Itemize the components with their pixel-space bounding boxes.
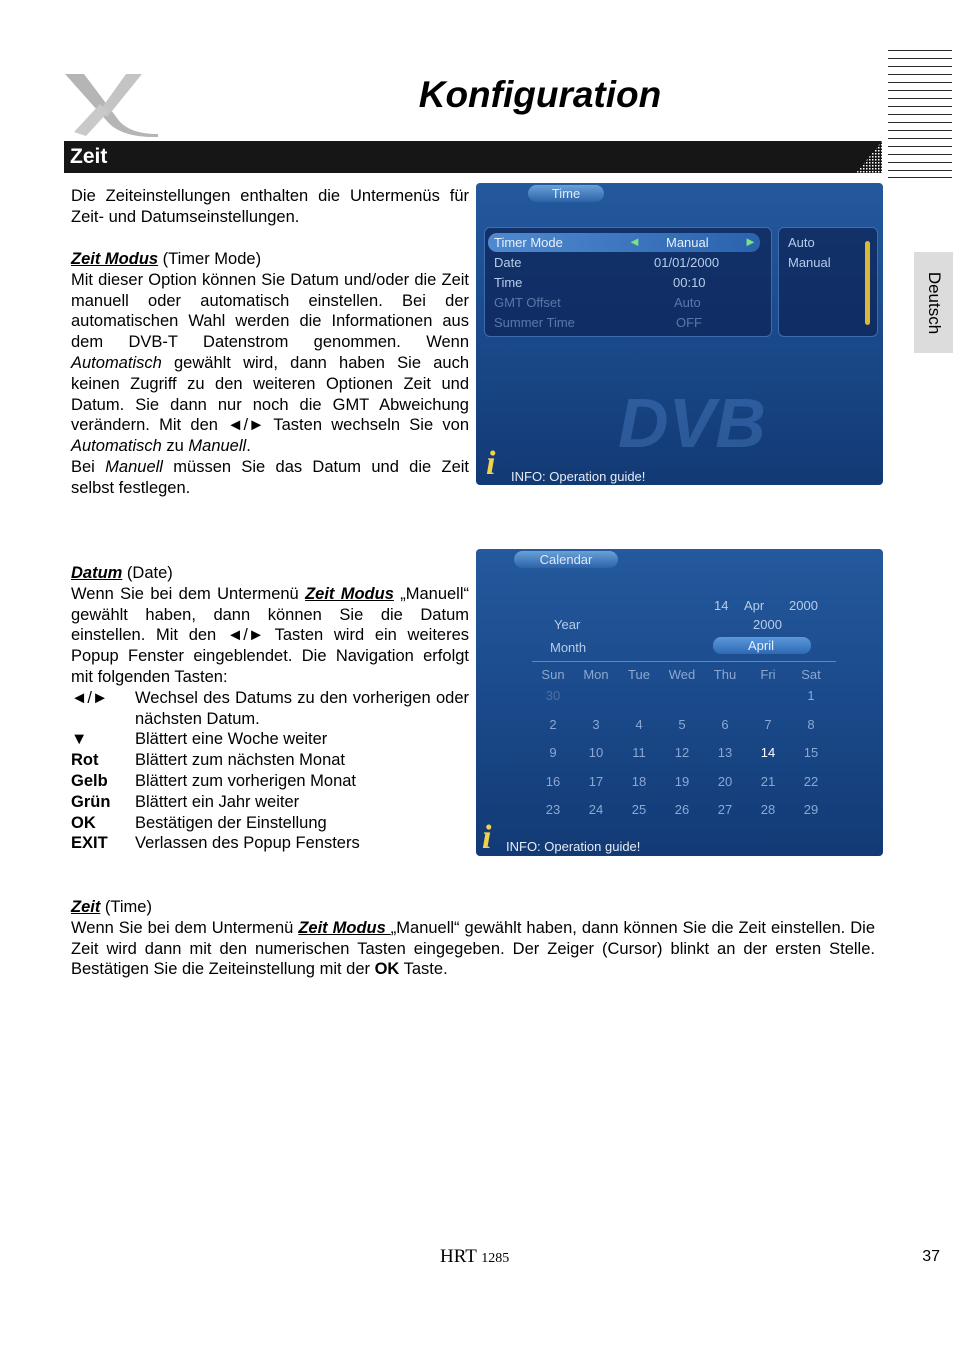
calendar-divider — [532, 661, 836, 662]
key-row-exit: EXIT Verlassen des Popup Fensters — [71, 834, 360, 853]
page-title: Konfiguration — [418, 74, 662, 115]
key-row-gruen: Grün Blättert ein Jahr weiter — [71, 792, 300, 811]
time-tab: Time — [528, 185, 604, 202]
info-text: INFO: Operation guide! — [511, 469, 646, 484]
weekday-header: Mon — [583, 667, 609, 682]
brand-name: HRT — [440, 1246, 477, 1267]
calendar-day: 4 — [635, 716, 643, 732]
current-year: 2000 — [789, 598, 818, 613]
zeit-modus-reference: Zeit Modus — [298, 918, 391, 937]
zeit-heading: Zeit — [71, 898, 101, 916]
zeit-modus-section — [71, 249, 469, 499]
dvb-watermark: DVB — [618, 384, 766, 462]
row-value-date: 01/01/2000 — [654, 255, 720, 270]
current-month: Apr — [744, 598, 765, 613]
calendar-day: 7 — [764, 716, 772, 732]
row-label-gmt-offset: GMT Offset — [494, 295, 561, 310]
weekday-header: Thu — [713, 667, 737, 682]
dot-pattern-icon — [842, 141, 882, 173]
zeit-section — [71, 897, 875, 980]
year-label: Year — [554, 617, 581, 632]
section-title: Zeit — [70, 145, 108, 168]
weekday-header: Fri — [760, 667, 776, 682]
datum-paragraph: Wenn Sie bei dem Untermenü Zeit Modus „Manuell“ gewählt haben, dann können Sie die Datum einstellen. Mit den ◄/► Tasten wird ein weiteres Popup Fenster eingeblendet. Die Navigation erfolgt mit folgenden Tasten: — [71, 584, 469, 686]
calendar-day: 24 — [588, 802, 604, 817]
language-tab-label: Deutsch — [924, 271, 944, 334]
weekday-header: Sat — [801, 667, 821, 682]
key-row-ok: OK Bestätigen der Einstellung — [71, 813, 327, 832]
row-value-timer-mode: Manual — [666, 235, 709, 250]
datum-suffix: (Date) — [122, 564, 173, 582]
model-number: 1285 — [481, 1251, 510, 1266]
calendar-day: 8 — [807, 716, 815, 732]
weekday-header: Sun — [541, 667, 565, 682]
brand-logo-icon — [62, 70, 162, 138]
row-label-timer-mode: Timer Mode — [494, 235, 563, 250]
row-label-time: Time — [494, 275, 523, 290]
calendar-day: 19 — [674, 773, 690, 789]
time-menu-screenshot — [476, 183, 883, 485]
row-label-summer-time: Summer Time — [494, 315, 575, 330]
datum-section — [71, 563, 469, 854]
info-text: INFO: Operation guide! — [506, 839, 641, 854]
decorative-stripes — [888, 50, 952, 178]
calendar-day: 14 — [760, 745, 776, 760]
key-row-down: ▼ Blättert eine Woche weiter — [71, 730, 328, 749]
row-value-gmt-offset: Auto — [674, 295, 701, 310]
option-auto: Auto — [788, 235, 815, 250]
calendar-day: 13 — [717, 745, 733, 760]
calendar-day: 3 — [592, 716, 600, 732]
zeit-suffix: (Time) — [100, 898, 152, 916]
calendar-day: 5 — [678, 716, 686, 732]
calendar-day: 30 — [545, 688, 561, 703]
calendar-day: 25 — [631, 802, 647, 817]
current-day: 14 — [714, 598, 729, 613]
language-tab — [914, 252, 953, 353]
calendar-day: 11 — [632, 745, 646, 760]
calendar-day: 20 — [717, 773, 733, 789]
options-scrollbar — [865, 241, 870, 325]
year-value: 2000 — [753, 617, 782, 632]
calendar-day: 21 — [760, 773, 776, 789]
zeit-modus-paragraph: Mit dieser Option können Sie Datum und/oder die Zeit manuell oder automatisch einstellen. Bei der automatischen Wahl werden die Informationen aus dem DVB-T Datenstrom genommen. Wenn Automatisch gewählt wird, dann haben Sie auch keinen Zugriff zu den weiteren Optionen Zeit und Datum. Sie dann nur noch die GMT Abweichung verändern. Mit den ◄/► Tasten wechseln Sie von Automatisch zu Manuell. — [71, 270, 469, 456]
zeit-paragraph: Wenn Sie bei dem Untermenü Zeit Modus „Manuell“ gewählt haben, dann können Sie die Zeit einstellen. Die Zeit wird dann mit den numerischen Tasten eingegeben. Der Zeiger (Cursor) blinkt an der ersten Stelle. Bestätigen Sie die Zeiteinstellung mit der OK Taste. — [71, 918, 876, 979]
calendar-day: 18 — [631, 773, 647, 789]
info-icon: i — [482, 819, 492, 856]
zeit-modus-suffix: (Timer Mode) — [158, 250, 262, 268]
key-row-gelb: Gelb Blättert zum vorherigen Monat — [71, 771, 357, 790]
row-value-time: 00:10 — [673, 275, 706, 290]
month-label: Month — [550, 640, 587, 655]
calendar-day: 10 — [588, 745, 604, 760]
calendar-day: 15 — [803, 745, 819, 760]
calendar-day: 9 — [549, 745, 557, 760]
calendar-day: 6 — [721, 716, 729, 732]
section-header — [64, 141, 882, 173]
calendar-day: 23 — [545, 802, 561, 817]
calendar-day: 22 — [803, 773, 819, 789]
page-number: 37 — [922, 1248, 940, 1265]
calendar-day: 27 — [717, 802, 733, 817]
key-row-arrows: ◄/► Wechsel des Datums zu den vorherigen oder nächsten Datum. — [71, 688, 469, 728]
footer-brand — [440, 1246, 509, 1268]
calendar-day: 16 — [545, 773, 561, 789]
zeit-modus-heading: Zeit Modus — [71, 250, 159, 268]
calendar-day: 2 — [549, 716, 557, 732]
calendar-day: 12 — [674, 745, 690, 760]
row-value-summer-time: OFF — [676, 315, 702, 330]
datum-heading: Datum — [71, 564, 123, 582]
weekday-header: Wed — [668, 667, 696, 682]
calendar-day: 28 — [760, 802, 776, 817]
key-row-rot: Rot Blättert zum nächsten Monat — [71, 751, 346, 770]
weekday-header: Tue — [628, 667, 650, 682]
calendar-day: 1 — [807, 688, 815, 703]
month-value: April — [748, 638, 775, 653]
calendar-screenshot — [476, 549, 883, 856]
arrow-left-icon: ◄ — [628, 234, 641, 249]
zeit-modus-reference: Zeit Modus — [305, 584, 394, 603]
calendar-day: 26 — [674, 802, 690, 817]
intro-text: Die Zeiteinstellungen enthalten die Untermenüs für Zeit- und Datumseinstellungen. — [71, 187, 469, 226]
zeit-modus-paragraph-2: Bei Manuell müssen Sie das Datum und die Zeit selbst festlegen. — [71, 457, 470, 497]
calendar-tab: Calendar — [514, 551, 618, 568]
arrow-right-icon: ► — [744, 234, 757, 249]
option-manual: Manual — [788, 255, 831, 270]
row-label-date: Date — [494, 255, 522, 270]
info-icon: i — [486, 445, 496, 482]
calendar-day: 29 — [803, 802, 819, 817]
calendar-day: 17 — [588, 773, 604, 789]
